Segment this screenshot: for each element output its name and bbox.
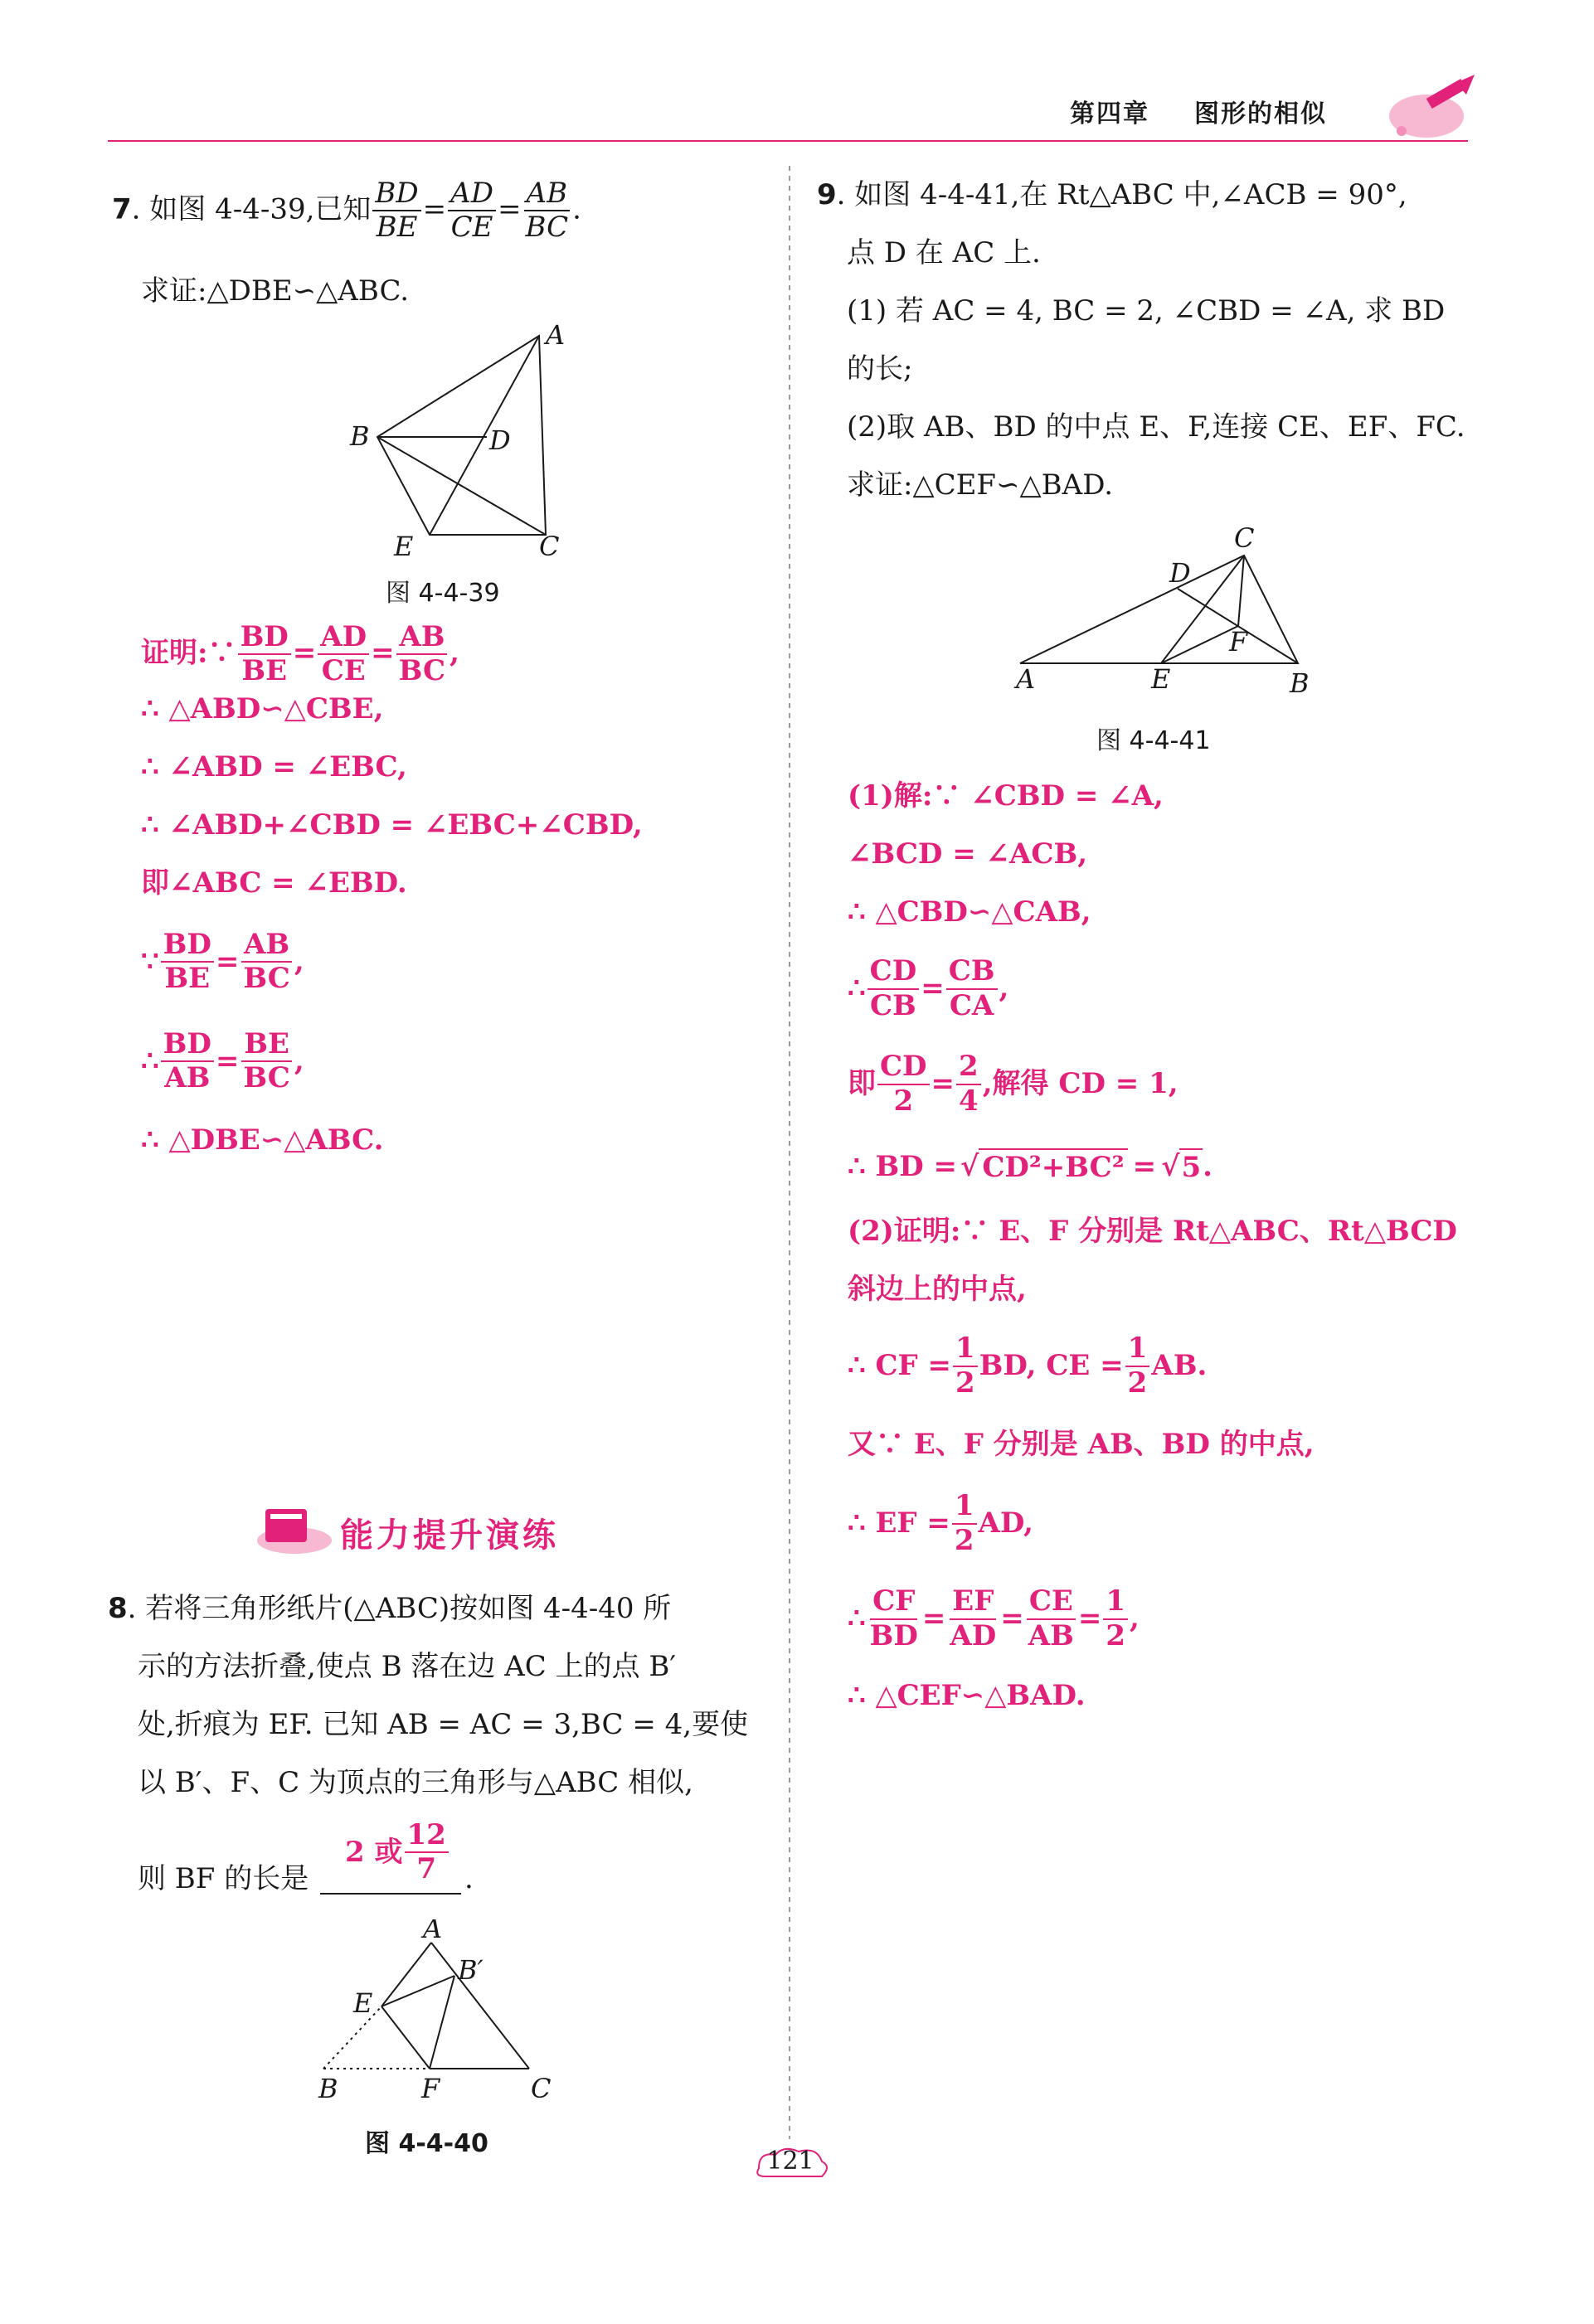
fig39-label-c: C [539,531,560,560]
fig41-label-b: B [1290,667,1310,699]
fig41-caption: 图 4-4-41 [1096,726,1211,755]
fig39-caption: 图 4-4-39 [386,579,500,608]
fig40-label-a: A [423,1919,443,1944]
fig41-label-e: E [1151,663,1171,695]
fig41-label-d: D [1169,557,1191,589]
page-header [0,0,1594,158]
figure-4-4-41 [1004,518,1335,701]
q8-stem: 8. 若将三角形纸片(△ABC)按如图 4-4-40 所 示的方法折叠,使点 B 落在边 AC 上的点 B′ 处,折痕为 EF. 已知 AB = AC = 3,BC = 4,要使 以 B′、F、C 为顶点的三角形与△ABC 相似, [108,1592,749,1799]
pencil-icon [1377,66,1485,149]
fig39-label-e: E [394,531,414,560]
chapter-title: 图形的相似 [1194,99,1327,129]
q8-answer-blank [320,1893,461,1895]
fig40-label-bprime: B′ [458,1954,484,1986]
page-number-badge [751,2143,833,2185]
books-icon [249,1501,332,1559]
fig40-label-e: E [353,1987,373,2019]
fig41-label-c: C [1234,522,1255,554]
fig39-label-b: B [350,420,370,452]
fig40-label-c: C [531,2073,552,2104]
q7-stem: 7. 如图 4-4-39,已知 $\frac{BD}{BE}$ = $\frac{AD}{CE}$ = $\frac{AB}{BC}$ . [112,177,581,245]
q9-solution: (1)解:∵ ∠CBD = ∠A, ∠BCD = ∠ACB, ∴ △CBD∽△CAB, ∴ $\frac{CD}{CB}$ = $\frac{CB}{CA}$ , 即 $\frac{CD}{2}$ = $\frac{2}{4}$ ,解得 CD = 1, ∴ BD = √ CD²+BC² = √ 5 . (2)证明:∵ E、F 分别是 Rt△ABC、Rt△BCD 斜边上的中点, ∴ CF = $\frac{1}{2}$ BD, CE = $\frac{1}{2}$ AB. 又∵ E、F 分别是 AB、BD 的中点, ∴ EF = $\frac{1}{2}$ AD, ∴ $\frac{CF}{BD}$ = $\frac{EF}{AD}$ = $\frac{CE}{AB}$ = $\frac{1}{2}$ , ∴ △CEF∽△BAD. [848,779,1457,1712]
fig40-caption: 图 4-4-40 [365,2129,488,2158]
section-banner [249,1501,630,1559]
page-number: 121 [766,2147,814,2176]
header-rule [108,133,1468,149]
fig41-label-f: F [1229,626,1248,657]
fig39-label-d: D [489,425,511,456]
figure-4-4-40 [307,1919,572,2118]
figure-4-4-39 [332,319,597,560]
q8-answer-line: 则 BF 的长是 2 或 $\frac{12}{7}$ . [138,1818,474,1895]
section-banner-title: 能力提升演练 [340,1516,559,1555]
fig39-label-a: A [546,319,566,351]
q8-answer: 2 或 $\frac{12}{7}$ [345,1820,450,1885]
q9-stem: 9. 如图 4-4-41,在 Rt△ABC 中,∠ACB = 90°, 点 D 在 AC 上. (1) 若 AC = 4, BC = 2, ∠CBD = ∠A, 求 BD 的长; (2)取 AB、BD 的中点 E、F,连接 CE、EF、FC. 求证:△CEF∽△BAD. [817,178,1465,502]
column-divider [788,166,791,2139]
chapter-label: 第四章 [1070,99,1149,129]
q7-prove: 求证:△DBE∽△ABC. [141,274,410,308]
q7-solution: 证明:∵ $\frac{BD}{BE}$ = $\frac{AD}{CE}$ = $\frac{AB}{BC}$ , ∴ △ABD∽△CBE, ∴ ∠ABD = ∠EBC, ∴ ∠ABD+∠CBD = ∠EBC+∠CBD, 即∠ABC = ∠EBD. ∵ $\frac{BD}{BE}$ = $\frac{AB}{BC}$ , ∴ $\frac{BD}{AB}$ = $\frac{BE}{BC}$ , ∴ △DBE∽△ABC. [141,620,643,1157]
fig40-label-b: B [318,2073,338,2104]
fig41-label-a: A [1016,663,1036,695]
fig40-label-f: F [421,2073,440,2104]
